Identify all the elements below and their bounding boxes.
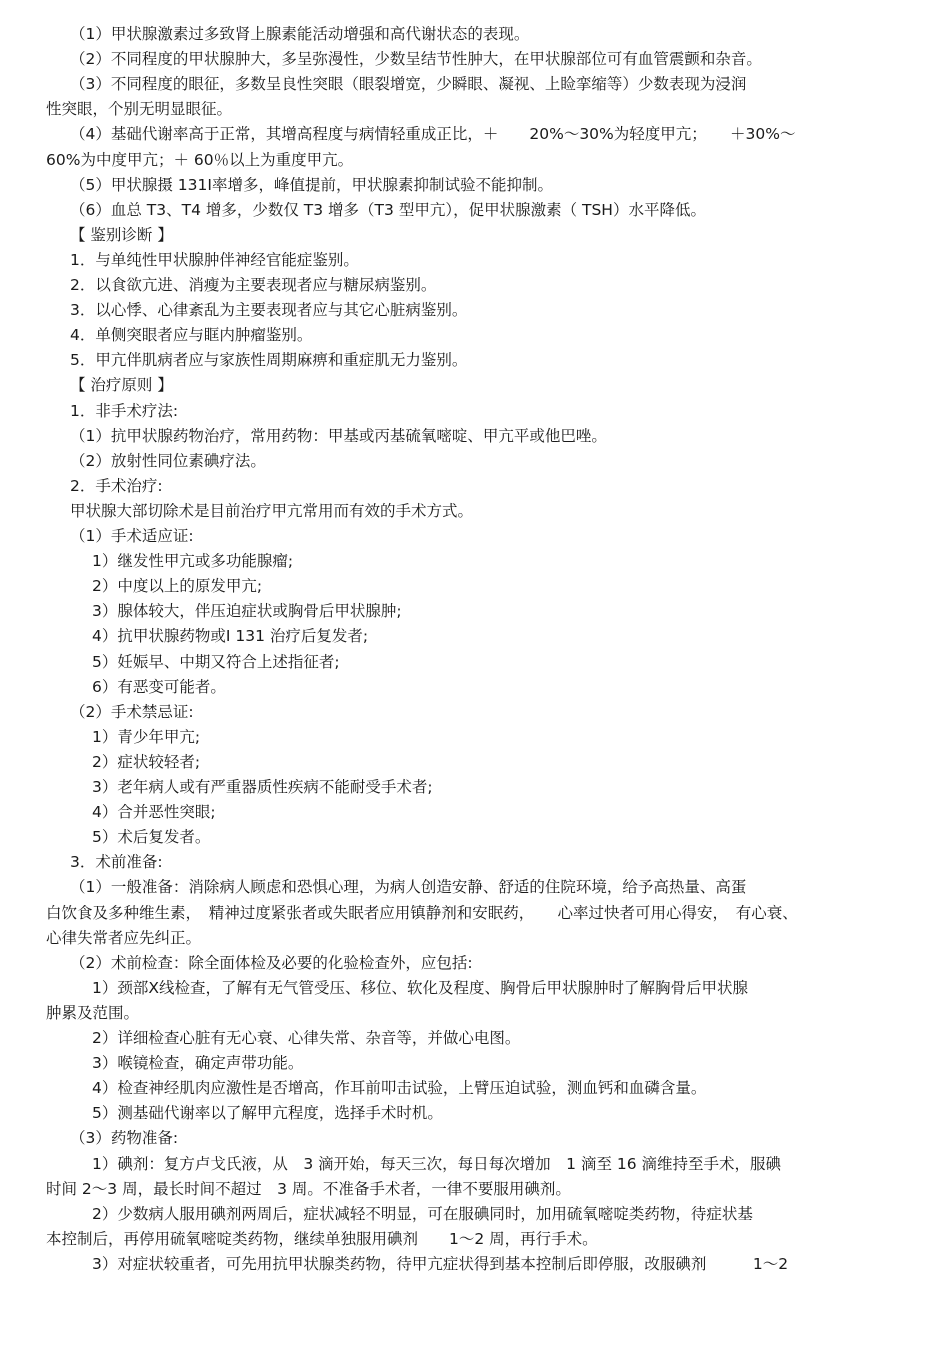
text-line: （1）手术适应证: bbox=[70, 527, 194, 545]
text-line: 白饮食及多种维生素， 精神过度紧张者或失眠者应用镇静剂和安眠药， 心率过快者可用心得安， 有心衰、 bbox=[46, 903, 798, 922]
text-line: 5）妊娠早、中期又符合上述指征者; bbox=[92, 652, 340, 671]
text-line: （2）不同程度的甲状腺肿大，多呈弥漫性，少数呈结节性肿大，在甲状腺部位可有血管震颤和杂音。 bbox=[70, 50, 762, 69]
text-line: 2）详细检查心脏有无心衰、心律失常、杂音等，并做心电图。 bbox=[92, 1029, 521, 1047]
text-line: 5．甲亢伴肌病者应与家族性周期麻痹和重症肌无力鉴别。 bbox=[70, 351, 468, 370]
text-line: 3）腺体较大，伴压迫症状或胸骨后甲状腺肿; bbox=[92, 602, 402, 621]
text-line: （6）血总 T3、T4 增多，少数仅 T3 增多（T3 型甲亢），促甲状腺激素（ TSH）水平降低。 bbox=[70, 200, 706, 219]
text-line: 2）少数病人服用碘剂两周后，症状减轻不明显，可在服碘同时，加用硫氧嘧啶类药物，待症状基 bbox=[92, 1204, 753, 1223]
text-line: 1）继发性甲亢或多功能腺瘤; bbox=[92, 552, 294, 571]
text-line: （2）术前检查：除全面体检及必要的化验检查外，应包括: bbox=[70, 953, 473, 972]
text-line: （2）放射性同位素碘疗法。 bbox=[70, 451, 266, 470]
text-line: 【 鉴别诊断 】 bbox=[70, 225, 173, 244]
text-line: 性突眼，个别无明显眼征。 bbox=[46, 100, 233, 119]
text-line: （4）基础代谢率高于正常，其增高程度与病情轻重成正比，＋ 20%～30%为轻度甲亢； ＋30%～ bbox=[70, 125, 796, 144]
text-line: 4）检查神经肌肉应激性是否增高，作耳前叩击试验，上臂压迫试验，测血钙和血磷含量。 bbox=[92, 1079, 707, 1098]
text-line: 5）测基础代谢率以了解甲亢程度，选择手术时机。 bbox=[92, 1104, 443, 1123]
text-line: 3）对症状较重者，可先用抗甲状腺类药物，待甲亢症状得到基本控制后即停服，改服碘剂 1～2 bbox=[92, 1254, 789, 1273]
text-line: 3）喉镜检查，确定声带功能。 bbox=[92, 1054, 304, 1073]
text-line: 3．以心悸、心律紊乱为主要表现者应与其它心脏病鉴别。 bbox=[70, 301, 468, 320]
text-line: 时间 2～3 周，最长时间不超过 3 周。不准备手术者，一律不要服用碘剂。 bbox=[46, 1179, 571, 1198]
text-line: 5）术后复发者。 bbox=[92, 828, 211, 847]
text-line: （3）不同程度的眼征，多数呈良性突眼（眼裂增宽，少瞬眼、凝视、上睑挛缩等）少数表现为浸润 bbox=[70, 75, 747, 94]
text-line: 4）抗甲状腺药物或Ⅰ 131 治疗后复发者; bbox=[92, 627, 369, 646]
text-line: 本控制后，再停用硫氧嘧啶类药物，继续单独服用碘剂 1～2 周，再行手术。 bbox=[46, 1229, 598, 1248]
text-line: 3）老年病人或有严重器质性疾病不能耐受手术者; bbox=[92, 778, 433, 796]
text-line: 2）中度以上的原发甲亢; bbox=[92, 577, 263, 596]
text-line: 1）青少年甲亢; bbox=[92, 727, 201, 746]
text-line: （1）抗甲状腺药物治疗，常用药物：甲基或丙基硫氧嘧啶、甲亢平或他巴唑。 bbox=[70, 426, 607, 445]
text-line: 6）有恶变可能者。 bbox=[92, 677, 226, 696]
text-line: 甲状腺大部切除术是目前治疗甲亢常用而有效的手术方式。 bbox=[70, 501, 474, 520]
text-line: 【 治疗原则 】 bbox=[70, 376, 173, 395]
text-line: （2）手术禁忌证: bbox=[70, 702, 194, 721]
text-line: （1）甲状腺激素过多致肾上腺素能活动增强和高代谢状态的表现。 bbox=[70, 25, 530, 43]
text-line: 2）症状较轻者; bbox=[92, 752, 201, 771]
text-line: 3．术前准备: bbox=[70, 853, 163, 872]
text-line: 肿累及范围。 bbox=[46, 1003, 140, 1022]
text-line: 1．非手术疗法: bbox=[70, 401, 179, 420]
text-line: 4．单侧突眼者应与眶内肿瘤鉴别。 bbox=[70, 326, 313, 345]
text-line: 1）颈部X线检查，了解有无气管受压、移位、软化及程度、胸骨后甲状腺肿时了解胸骨后甲状腺 bbox=[92, 978, 748, 997]
text-line: 1．与单纯性甲状腺肿伴神经官能症鉴别。 bbox=[70, 250, 359, 269]
text-line: 2．以食欲亢进、消瘦为主要表现者应与糖尿病鉴别。 bbox=[70, 276, 437, 294]
text-line: （1）一般准备：消除病人顾虑和恐惧心理，为病人创造安静、舒适的住院环境，给予高热量、高蛋 bbox=[70, 878, 747, 897]
text-line: 2．手术治疗: bbox=[70, 476, 163, 495]
text-line: 心律失常者应先纠正。 bbox=[46, 928, 202, 947]
text-line: 1）碘剂：复方卢戈氏液，从 3 滴开始，每天三次，每日每次增加 1 滴至 16 滴维持至手术，服碘 bbox=[92, 1154, 782, 1173]
text-line: 4）合并恶性突眼; bbox=[92, 803, 216, 822]
text-line: 60%为中度甲亢；＋ 60％以上为重度甲亢。 bbox=[46, 150, 354, 169]
text-line: （5）甲状腺摄 131Ⅰ率增多，峰值提前，甲状腺素抑制试验不能抑制。 bbox=[70, 175, 553, 194]
text-line: （3）药物准备: bbox=[70, 1129, 179, 1148]
